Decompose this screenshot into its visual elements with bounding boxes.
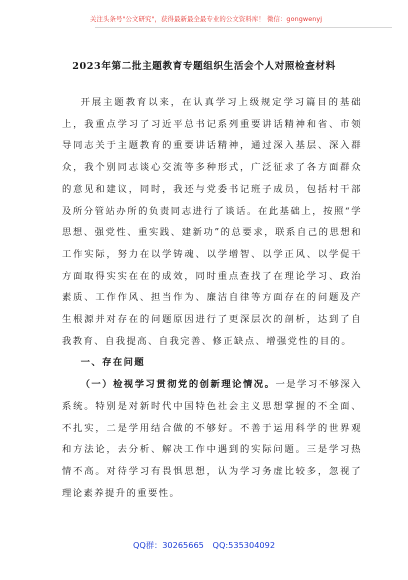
subsection-heading: （一）检视学习贯彻党的创新理论情况。 [80, 379, 276, 391]
document-title: 2023年第二批主题教育专题组织生活会个人对照检查材料 [72, 61, 336, 72]
subsection-body: 一是学习不够深入系统。特别是对新时代中国特色社会主义思想掌握的不全面、不扎实，二是学用结合做的不够好。不善于运用科学的世界观和方法论，去分析、解决工作中遇到的实际问题。三是学习热情不高。对待学习有畏惧思想，认为学习务虚比较多，忽视了理论素养提升的重要性。 [62, 379, 362, 499]
intro-paragraph: 开展主题教育以来，在认真学习上级规定学习篇目的基础上，我重点学习了习近平总书记系列重要讲话精神和省、市领导同志关于主题教育的重要讲话精神，通过深入基层、深入群众，我个别同志谈心交流等多种形式，广泛征求了各方面群众的意见和建议，同时，我还与党委书记班子成员，包括村干部及所分管站办所的负责同志进行了谈话。在此基础上，按照“学思想、强党性、重实践、建新功”的总要求，联系自己的思想和工作实际，努力在以学铸魂、以学增智、以学正风、以学促干方面取得实实在在的成效，同时重点查找了在理论学习、政治素质、工作作风、担当作为、廉洁自律等方面存在的问题及产生根源并对存在的问题原因进行了更深层次的剖析，达到了自我教育、自我提高、自我完善、修正缺点、增强党性的目的。 [62, 97, 362, 347]
header-divider [95, 27, 392, 28]
subsection-paragraph [62, 374, 362, 504]
footer-qq-group: QQ群：30265665 [132, 540, 204, 550]
footer-contact [0, 540, 408, 551]
section-heading-problems: 一、存在问题 [80, 357, 146, 369]
document-body [62, 92, 362, 504]
footer-qq: QQ:535304092 [212, 540, 276, 550]
header-banner: 关注头条号"公文研究"，获得最新最全最专业的公文资料库！ 微信：gongwenyj [90, 15, 323, 23]
